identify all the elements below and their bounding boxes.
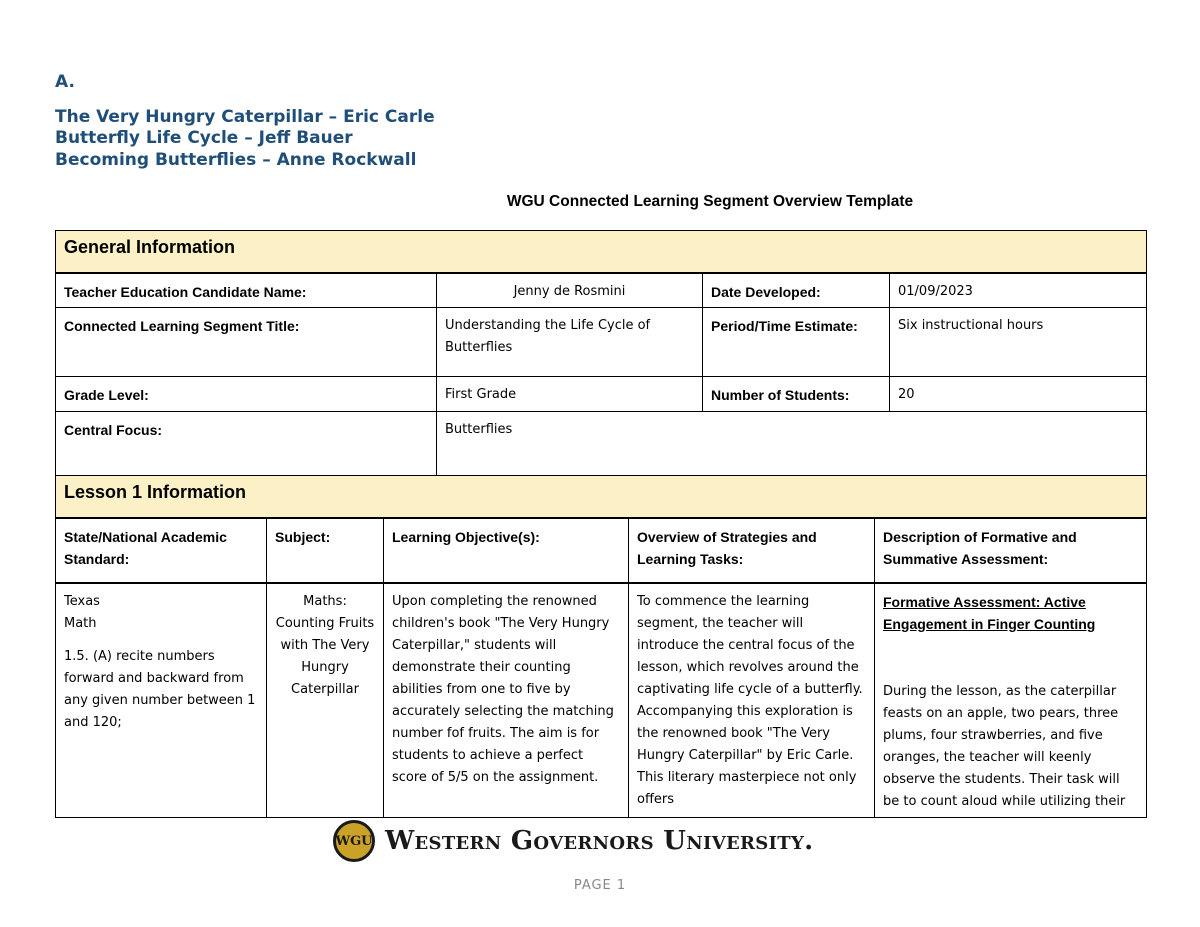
lesson1-table [55,475,1147,818]
period-value: Six instructional hours [890,308,1147,377]
section-letter: A. [55,72,75,92]
strategies-cell: To commence the learning segment, the teacher will introduce the central focus of the lesson, which revolves around the captivating life cycle of a butterfly. Accompanying this exploration is the renowned book "The Very Hungry Caterpillar" by Eric Carle. This literary masterpiece not only offers [629,583,875,818]
segment-title-label: Connected Learning Segment Title: [56,308,437,377]
standard-cell [56,583,267,818]
book-title-3: Becoming Butterflies – Anne Rockwall [55,149,417,170]
students-value: 20 [890,377,1147,412]
assessment-cell [875,583,1147,818]
date-value: 01/09/2023 [890,273,1147,308]
candidate-label: Teacher Education Candidate Name: [56,273,437,308]
page-number: PAGE 1 [573,878,627,893]
col-objective-header: Learning Objective(s): [384,518,629,583]
col-assessment-header: Description of Formative and Summative Assessment: [875,518,1147,583]
standard-text: 1.5. (A) recite numbers forward and backward from any given number between 1 and 120; [64,648,256,730]
central-focus-label: Central Focus: [56,412,437,476]
col-standard-header: State/National Academic Standard: [56,518,267,583]
students-label: Number of Students: [703,377,890,412]
central-focus-value: Butterflies [437,412,1147,476]
objective-cell: Upon completing the renowned children's book "The Very Hungry Caterpillar," students will demonstrate their counting abilities from one to five by accurately selecting the matching number fof fruits. The aim is for students to achieve a perfect score of 5/5 on the assignment. [384,583,629,818]
template-title: WGU Connected Learning Segment Overview Template [506,193,914,210]
grade-value: First Grade [437,377,703,412]
standard-state: Texas [64,593,100,609]
general-info-table [55,230,1147,476]
grade-label: Grade Level: [56,377,437,412]
date-label: Date Developed: [703,273,890,308]
col-strategies-header: Overview of Strategies and Learning Tasks: [629,518,875,583]
wgu-seal-icon [333,820,375,862]
period-label: Period/Time Estimate: [703,308,890,377]
subject-cell: Maths: Counting Fruits with The Very Hungry Caterpillar [267,583,384,818]
book-title-1: The Very Hungry Caterpillar – Eric Carle [55,106,435,127]
general-info-header: General Information [56,231,1147,273]
seal-text: WGU [335,833,373,849]
heading-block [55,72,435,171]
wgu-logo [333,818,843,864]
candidate-value: Jenny de Rosmini [437,273,703,308]
lesson1-header: Lesson 1 Information [56,476,1147,518]
segment-title-value: Understanding the Life Cycle of Butterflies [437,308,703,377]
standard-subject: Math [64,615,97,631]
book-title-2: Butterfly Life Cycle – Jeff Bauer [55,128,353,148]
assessment-text: During the lesson, as the caterpillar feasts on an apple, two pears, three plums, four strawberries, and five oranges, the teacher will keenly observe the students. Their task will be to count aloud while utilizing their [883,683,1126,809]
university-wordmark: Western Governors University. [385,826,814,856]
col-subject-header: Subject: [267,518,384,583]
formative-assessment-title: Formative Assessment: Active Engagement in Finger Counting [883,593,1096,632]
